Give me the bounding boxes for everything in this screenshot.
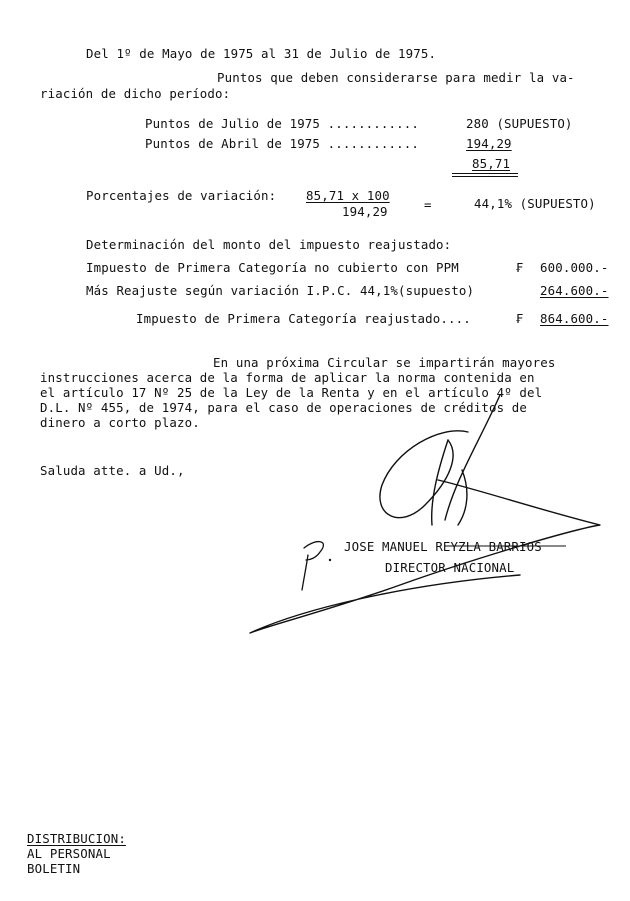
closing-salutation: Saluda atte. a Ud.,	[40, 463, 185, 478]
points-difference: 85,71	[472, 156, 511, 171]
variation-numerator: 85,71 x 100	[306, 188, 390, 203]
variation-equals: =	[424, 197, 432, 212]
points-julio-label: Puntos de Julio de 1975 ............	[145, 116, 419, 131]
signatory-name: JOSE MANUEL REYZLA BARRIOS	[344, 539, 542, 554]
distribution-heading: DISTRIBUCION:	[27, 831, 126, 846]
tax-line3-value: 864.600.-	[540, 311, 609, 326]
paragraph-line-5: dinero a corto plazo.	[40, 415, 200, 430]
tax-heading: Determinación del monto del impuesto reajustado:	[86, 237, 452, 252]
points-abril-value: 194,29	[466, 136, 512, 151]
intro-line-1: Puntos que deben considerarse para medir la va-	[217, 70, 575, 85]
paragraph-line-3: el artículo 17 Nº 25 de la Ley de la Renta y en el artículo 4º del	[40, 385, 543, 400]
tax-line1-currency: ₣	[516, 260, 524, 275]
tax-line1-value: 600.000.-	[540, 260, 609, 275]
points-abril-label: Puntos de Abril de 1975 ............	[145, 136, 419, 151]
tax-line2-label: Más Reajuste según variación I.P.C. 44,1%(supuesto)	[86, 283, 475, 298]
period-line: Del 1º de Mayo de 1975 al 31 de Julio de 1975.	[86, 46, 437, 61]
intro-line-2: riación de dicho período:	[40, 86, 231, 101]
tax-line3-label: Impuesto de Primera Categoría reajustado....	[136, 311, 471, 326]
tax-line3-currency: ₣	[516, 311, 524, 326]
paragraph-line-4: D.L. Nº 455, de 1974, para el caso de operaciones de créditos de	[40, 400, 528, 415]
tax-line2-value: 264.600.-	[540, 283, 609, 298]
points-julio-value: 280 (SUPUESTO)	[466, 116, 573, 131]
distribution-item-personal: AL PERSONAL	[27, 846, 111, 861]
signatory-title: DIRECTOR NACIONAL	[385, 560, 515, 575]
variation-denominator: 194,29	[342, 204, 388, 219]
variation-label: Porcentajes de variación:	[86, 188, 277, 203]
variation-result: 44,1% (SUPUESTO)	[474, 196, 596, 211]
tax-line1-label: Impuesto de Primera Categoría no cubierto con PPM	[86, 260, 459, 275]
paragraph-line-1: En una próxima Circular se impartirán mayores	[213, 355, 556, 370]
paragraph-line-2: instrucciones acerca de la forma de aplicar la norma contenida en	[40, 370, 535, 385]
distribution-item-boletin: BOLETIN	[27, 861, 81, 876]
